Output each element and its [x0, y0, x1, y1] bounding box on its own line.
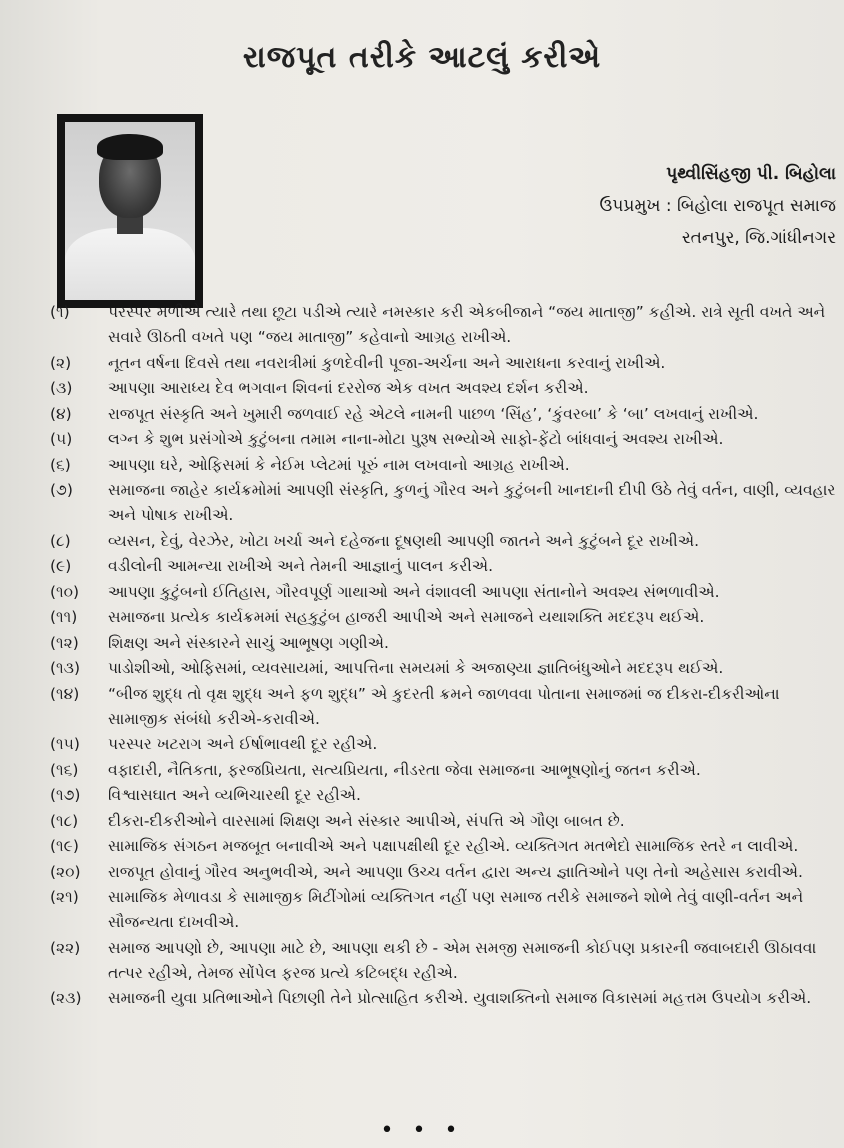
author-photo [57, 114, 203, 308]
list-item [50, 986, 840, 1011]
list-item [50, 860, 840, 885]
list-item [50, 758, 840, 783]
list-item [50, 834, 840, 859]
page-title: રાજપૂત તરીકે આટલું કરીએ [242, 40, 602, 75]
list-item [50, 885, 840, 935]
guideline-list [50, 300, 840, 1012]
author-designation: ઉપપ્રમુખ : બિહોલા રાજપૂત સમાજ [599, 196, 836, 216]
list-item-number: (૧૬) [50, 760, 79, 779]
list-item-text: રાજપૂત હોવાનું ગૌરવ અનુભવીએ, અને આપણા ઉચ્ચ વર્તન દ્વારા અન્ય જ્ઞાતિઓને પણ તેનો અહેસાસ કરાવીએ. [108, 862, 803, 881]
list-item-text: આપણા ઘરે, ઓફિસમાં કે નેઈમ પ્લેટમાં પૂરું નામ લખવાનો આગ્રહ રાખીએ. [108, 455, 570, 474]
list-item-text: સમાજ આપણો છે, આપણા માટે છે, આપણા થકી છે - એમ સમજી સમાજની કોઈપણ પ્રકારની જવાબદારી ઊઠાવવા તત્પર રહીએ, તેમજ સોંપેલ ફરજ પ્રત્યે કટિબદ્ધ રહીએ. [108, 938, 817, 982]
list-item-text: આપણા આરાધ્ય દેવ ભગવાન શિવનાં દરરોજ એક વખત અવશ્ય દર્શન કરીએ. [108, 379, 589, 397]
list-item [50, 580, 840, 605]
list-item-text: વિશ્વાસઘાત અને વ્યભિચારથી દૂર રહીએ. [108, 786, 361, 804]
list-item [50, 631, 840, 656]
list-item-number: (૬) [50, 455, 71, 474]
list-item-number: (૯) [50, 557, 72, 575]
list-item-text: વફાદારી, નૈતિકતા, ફરજપ્રિયતા, સત્યપ્રિયતા, નીડરતા જેવા સમાજના આભૂષણોનું જતન કરીએ. [108, 760, 701, 779]
list-item-number: (૨૧) [50, 888, 79, 906]
list-item [50, 427, 840, 452]
list-item [50, 478, 840, 528]
list-item [50, 351, 840, 376]
list-item [50, 936, 840, 986]
list-item [50, 453, 840, 478]
list-item [50, 605, 840, 630]
list-item [50, 376, 840, 401]
list-item-number: (૧૨) [50, 633, 79, 652]
list-item-number: (૫) [50, 430, 73, 448]
list-item-text: પરસ્પર મળીએ ત્યારે તથા છૂટા પડીએ ત્યારે નમસ્કાર કરી એકબીજાને “જય માતાજી” કહીએ. રાત્રે સૂતી વખતે અને સવારે ઊઠતી વખતે પણ “જય માતાજી” કહેવાનો આગ્રહ રાખીએ. [108, 303, 826, 346]
list-item-number: (૧૭) [50, 786, 81, 804]
list-item-number: (૨૦) [50, 862, 81, 881]
list-item-text: લગ્ન કે શુભ પ્રસંગોએ કુટુંબના તમામ નાના-મોટા પુરૂષ સભ્યોએ સાફો-ફેંટો બાંધવાનું અવશ્ય રાખીએ. [108, 430, 724, 448]
list-item [50, 732, 840, 757]
list-item-number: (૧૦) [50, 582, 80, 601]
author-place: રતનપુર, જિ.ગાંધીનગર [681, 228, 836, 248]
list-item [50, 300, 840, 350]
list-item-text: સમાજના જાહેર કાર્યક્રમોમાં આપણી સંસ્કૃતિ, કુળનું ગૌરવ અને કુટુંબની ખાનદાની દીપી ઉઠે તેવું વર્તન, વાણી, વ્યવહાર અને પોષાક રાખીએ. [108, 481, 836, 524]
list-item-text: દીકરા-દીકરીઓને વારસામાં શિક્ષણ અને સંસ્કાર આપીએ, સંપત્તિ એ ગૌણ બાબત છે. [108, 811, 625, 830]
list-item-text: શિક્ષણ અને સંસ્કારને સાચું આભૂષણ ગણીએ. [108, 633, 389, 652]
list-item-number: (૨૨) [50, 938, 81, 957]
list-item-number: (૧) [50, 303, 70, 321]
list-item-text: આપણા કુટુંબનો ઈતિહાસ, ગૌરવપૂર્ણ ગાથાઓ અને વંશાવલી આપણા સંતાનોને અવશ્ય સંભળાવીએ. [108, 582, 720, 601]
list-item-text: વડીલોની આમન્યા રાખીએ અને તેમની આજ્ઞાનું પાલન કરીએ. [108, 557, 494, 575]
list-item [50, 783, 840, 808]
list-item [50, 529, 840, 554]
list-item-number: (૧૯) [50, 837, 79, 855]
list-item-number: (૨) [50, 353, 72, 372]
list-item-number: (૧૮) [50, 811, 79, 830]
list-item [50, 682, 840, 732]
list-item-text: સમાજની યુવા પ્રતિભાઓને પિછાણી તેને પ્રોત્સાહિત કરીએ. યુવાશક્તિનો સમાજ વિકાસમાં મહત્તમ ઉપયોગ કરીએ. [108, 989, 812, 1007]
list-item-text: પરસ્પર ખટરાગ અને ઈર્ષાભાવથી દૂર રહીએ. [108, 735, 378, 753]
list-item [50, 554, 840, 579]
list-item-number: (૩) [50, 379, 73, 397]
list-item [50, 402, 840, 427]
list-item [50, 656, 840, 681]
list-item-text: રાજપૂત સંસ્કૃતિ અને ખુમારી જળવાઈ રહે એટલે નામની પાછળ ‘સિંહ’, ‘કુંવરબા’ કે ‘બા’ લખવાનું રાખીએ. [108, 404, 759, 423]
list-item-text: પાડોશીઓ, ઓફિસમાં, વ્યવસાયમાં, આપત્તિના સમયમાં કે અજાણ્યા જ્ઞાતિબંધુઓને મદદરૂપ થઈએ. [108, 659, 724, 677]
list-item-text: નૂતન વર્ષના દિવસે તથા નવરાત્રીમાં કુળદેવીની પૂજા-અર્ચના અને આરાધના કરવાનું રાખીએ. [108, 353, 666, 372]
list-item-number: (૭) [50, 481, 73, 499]
list-item-number: (૧૧) [50, 608, 78, 626]
list-item-number: (૧૩) [50, 659, 81, 677]
list-item-number: (૮) [50, 531, 71, 550]
list-item-text: સમાજના પ્રત્યેક કાર્યક્રમમાં સહકુટુંબ હાજરી આપીએ અને સમાજને યથાશક્તિ મદદરૂપ થઈએ. [108, 608, 705, 626]
list-item-text: વ્યસન, દેવું, વેરઝેર, ખોટા ખર્ચા અને દહેજના દૂષણથી આપણી જાતને અને કુટુંબને દૂર રાખીએ. [108, 531, 700, 550]
list-item [50, 809, 840, 834]
list-item-number: (૨૩) [50, 989, 82, 1007]
list-item-number: (૧૪) [50, 684, 80, 703]
portrait-image [65, 122, 195, 300]
list-item-number: (૧૫) [50, 735, 80, 753]
end-marker: • • • [380, 1118, 464, 1143]
author-block [600, 158, 836, 254]
list-item-number: (૪) [50, 404, 72, 423]
list-item-text: સામાજિક સંગઠન મજબૂત બનાવીએ અને પક્ષાપક્ષીથી દૂર રહીએ. વ્યક્તિગત મતભેદો સામાજિક સ્તરે ન લાવીએ. [108, 837, 799, 855]
author-name: પૃથ્વીસિંહજી પી. બિહોલા [666, 164, 836, 184]
list-item-text: સામાજિક મેળાવડા કે સામાજીક મિટીંગોમાં વ્યક્તિગત નહીં પણ સમાજ તરીકે સમાજને શોભે તેવું વાણી-વર્તન અને સૌજન્યતા દાખવીએ. [108, 888, 804, 931]
list-item-text: “બીજ શુદ્ધ તો વૃક્ષ શુદ્ધ અને ફળ શુદ્ધ” એ કુદરતી ક્રમને જાળવવા પોતાના સમાજમાં જ દીકરા-દીકરીઓના સામાજીક સંબંધો કરીએ-કરાવીએ. [108, 684, 780, 728]
